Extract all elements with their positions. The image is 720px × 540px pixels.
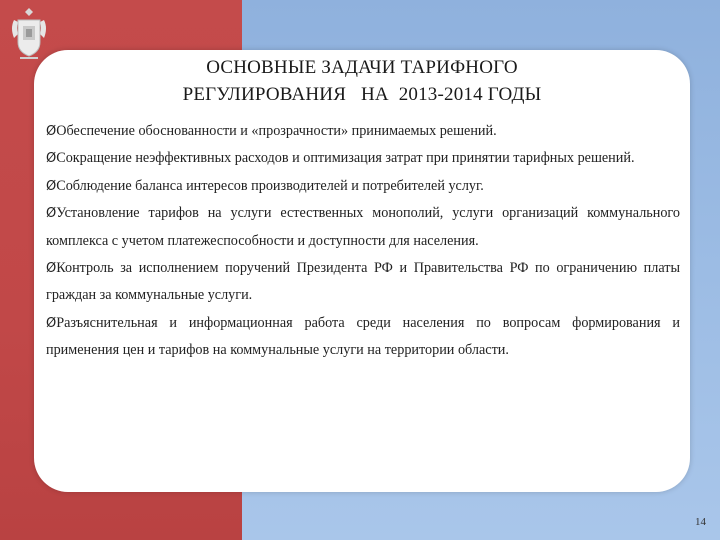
bullet-arrow-icon: Ø [46,151,57,167]
title-line-2: РЕГУЛИРОВАНИЯ НА 2013-2014 ГОДЫ [182,84,542,105]
bullet-arrow-icon: Ø [46,261,57,277]
bullet-arrow-icon: Ø [46,315,57,331]
bullet-arrow-icon: Ø [46,178,57,194]
list-item: ØУстановление тарифов на услуги естественных монополий, услуги организаций коммунального комплекса с учетом платежеспособности и доступности для населения. [46,205,680,249]
slide-title [34,54,690,108]
page-number: 14 [695,516,706,528]
bullet-arrow-icon: Ø [46,206,57,222]
list-item: ØКонтроль за исполнением поручений Президента РФ и Правительства РФ по ограничению платы граждан за коммунальные услуги. [46,260,680,304]
title-line-1: ОСНОВНЫЕ ЗАДАЧИ ТАРИФНОГО [206,57,518,78]
list-item: ØСокращение неэффективных расходов и оптимизация затрат при принятии тарифных решений. [46,150,635,167]
list-item: ØОбеспечение обоснованности и «прозрачности» принимаемых решений. [46,123,497,139]
list-item: ØСоблюдение баланса интересов производителей и потребителей услуг. [46,177,484,194]
list-item: ØРазъяснительная и информационная работа среди населения по вопросам формирования и применения цен и тарифов на коммунальные услуги на территории области. [46,314,680,359]
task-list [46,118,680,365]
bullet-arrow-icon: Ø [46,124,57,139]
